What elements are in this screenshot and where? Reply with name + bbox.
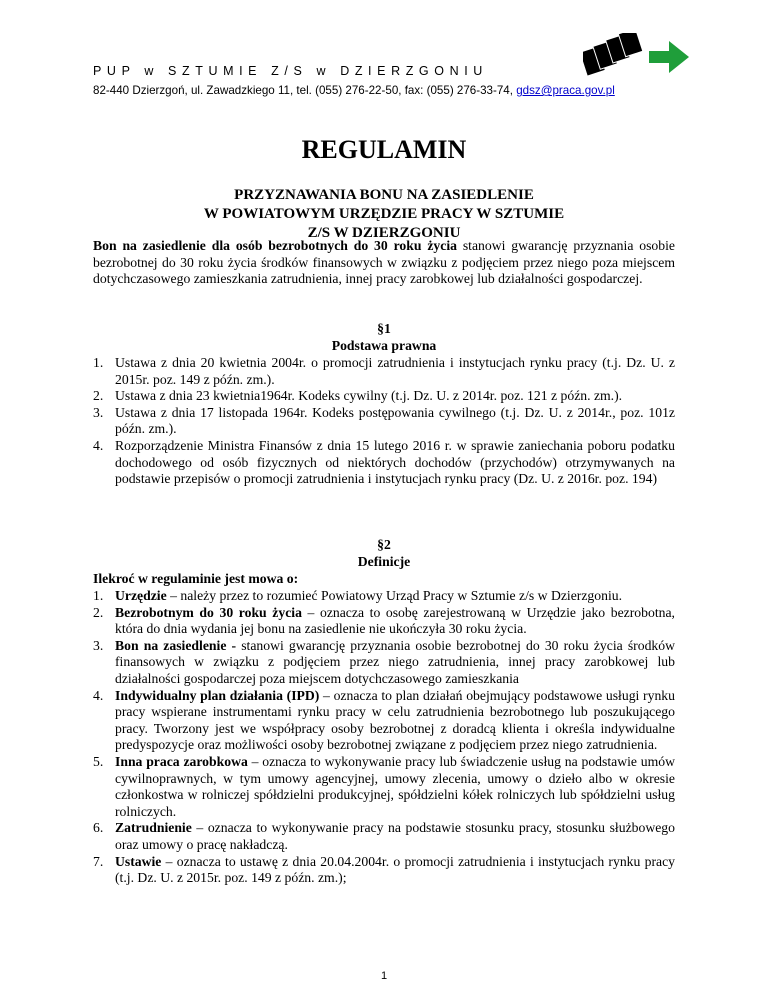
item-number: 2. [93,604,104,620]
item-number: 1. [93,588,104,603]
document-subtitle [0,186,768,243]
item-term: Inna praca zarobkowa [115,753,248,769]
item-number: 7. [93,853,104,869]
item-text: – oznacza to wykonywanie pracy na podstawie stosunku pracy, stosunku służbowego oraz umowy o pracę nakładczą. [115,820,675,852]
subtitle-line-2: W POWIATOWYM URZĘDZIE PRACY W SZTUMIE [203,206,565,222]
subtitle-line-1: PRZYZNAWANIA BONU NA ZASIEDLENIE [234,187,534,203]
item-number: 4. [93,687,104,703]
item-number: 5. [93,753,104,769]
arrow-cards-logo-icon [583,33,693,79]
list-item [93,820,675,853]
intro-bold: Bon na zasiedlenie dla osób bezrobotnych do 30 roku życia [93,238,457,253]
item-text: – należy przez to rozumieć Powiatowy Urząd Pracy w Sztumie z/s w Dzierzgoniu. [166,588,623,603]
section-2-mark: §2 [377,537,391,552]
item-text: – oznacza to wykonywanie pracy lub świadczenie usług na podstawie umów cywilnoprawnych, w tym umowy agencyjnej, umowy zlecenia, umowy o dzieło albo w okresie członkostwa w rolniczej spółdzielni produkcyjnej, spółdzielni kółek rolniczych lub spółdzielni usług rolniczych. [115,753,675,819]
section-2-heading: Definicje [357,554,411,569]
list-item [93,588,675,605]
item-term: Urzędzie [115,588,167,603]
section-1-heading: Podstawa prawna [331,338,437,353]
list-item [93,355,675,388]
definitions-lead: Ilekroć w regulaminie jest mowa o: [93,571,299,586]
document-title: REGULAMIN [301,135,467,164]
item-term: Indywidualny plan działania (IPD) [115,687,320,703]
item-text: – oznacza to plan działań obejmujący podstawowe usługi rynku pracy wspierane instrumentami rynku pracy w celu zatrudnienia bezrobotnego lub poszukującego pracy. Tworzony jest we współpracy osoby bezrobotnej z doradcą klienta i określa indywidualne predyspozycje oraz możliwości osoby bezrobotnej związane z podjęciem przez niego zatrudnienia. [115,687,675,753]
list-item [93,688,675,754]
email-link[interactable]: gdsz@praca.gov.pl [516,84,615,97]
item-number: 2. [93,388,104,404]
section-1-mark: §1 [377,321,391,336]
intro-paragraph [93,238,675,288]
item-number: 6. [93,820,104,836]
item-number: 3. [93,637,104,653]
item-text: – oznacza to ustawę z dnia 20.04.2004r. o promocji zatrudnienia i instytucjach rynku pracy (t.j. Dz. U. z 2015r. poz. 149 z późn. zm.); [115,853,675,886]
item-term: Bon na zasiedlenie - [115,637,237,653]
legal-basis-list [93,355,675,488]
office-name-header: PUP w SZTUMIE Z/S w DZIERZGONIU [93,64,488,78]
list-item [93,388,675,405]
address-text: 82-440 Dzierzgoń, ul. Zawadzkiego 11, tel. (055) 276-22-50, fax: (055) 276-33-74, [93,84,513,97]
item-number: 3. [93,404,104,420]
list-item [93,754,675,820]
item-text: stanowi gwarancję przyznania osobie bezrobotnej do 30 roku życia środków finansowych w związku z podjęciem przez niego zatrudnienia, innej pracy zarobkowej lub działalności gospodarczej poza miejscem dotychczasowego zamieszkania [115,637,675,686]
item-text: Ustawa z dnia 17 listopada 1964r. Kodeks postępowania cywilnego (t.j. Dz. U. z 2014r., poz. 101z późn. zm.). [115,404,675,437]
item-text: – oznacza to osobę zarejestrowaną w Urzędzie jako bezrobotna, która do dnia wydania jej bonu na zasiedlenie nie ukończyła 30 roku życia. [115,604,675,637]
definitions-list [93,588,675,887]
item-number: 1. [93,355,104,370]
item-term: Bezrobotnym do 30 roku życia [115,604,302,620]
list-item [93,405,675,438]
subtitle-line-3: Z/S W DZIERZGONIU [307,225,461,241]
list-item [93,438,675,488]
item-term: Zatrudnienie [115,820,192,836]
item-number: 4. [93,437,104,453]
item-text: Ustawa z dnia 20 kwietnia 2004r. o promocji zatrudnienia i instytucjach rynku pracy (t.j. Dz. U. z 2015r. poz. 149 z późn. zm.). [115,355,675,387]
intro-text: stanowi gwarancję przyznania osobie bezrobotnej do 30 roku życia środków finansowych w związku z podjęciem przez niego poza miejscem dotychczasowego zamieszkania zatrudnienia, innej pracy zarobkowej lub działalności gospodarczej. [93,238,675,287]
item-text: Rozporządzenie Ministra Finansów z dnia 15 lutego 2016 r. w sprawie zaniechania poboru podatku dochodowego od osób fizycznych od niektórych dochodów (przychodów) otrzymywanych na podstawie przepisów o promocji zatrudnienia i instytucjach rynku pracy (Dz. U. z 2016r. poz. 194) [115,437,675,487]
item-text: Ustawa z dnia 23 kwietnia1964r. Kodeks cywilny (t.j. Dz. U. z 2014r. poz. 121 z późn. zm.). [115,388,623,404]
list-item [93,638,675,688]
logo-green-arrow [649,41,689,73]
list-item [93,605,675,638]
list-item [93,854,675,887]
item-term: Ustawie [115,853,162,869]
page-number: 1 [380,970,388,982]
office-address-line [93,84,615,97]
